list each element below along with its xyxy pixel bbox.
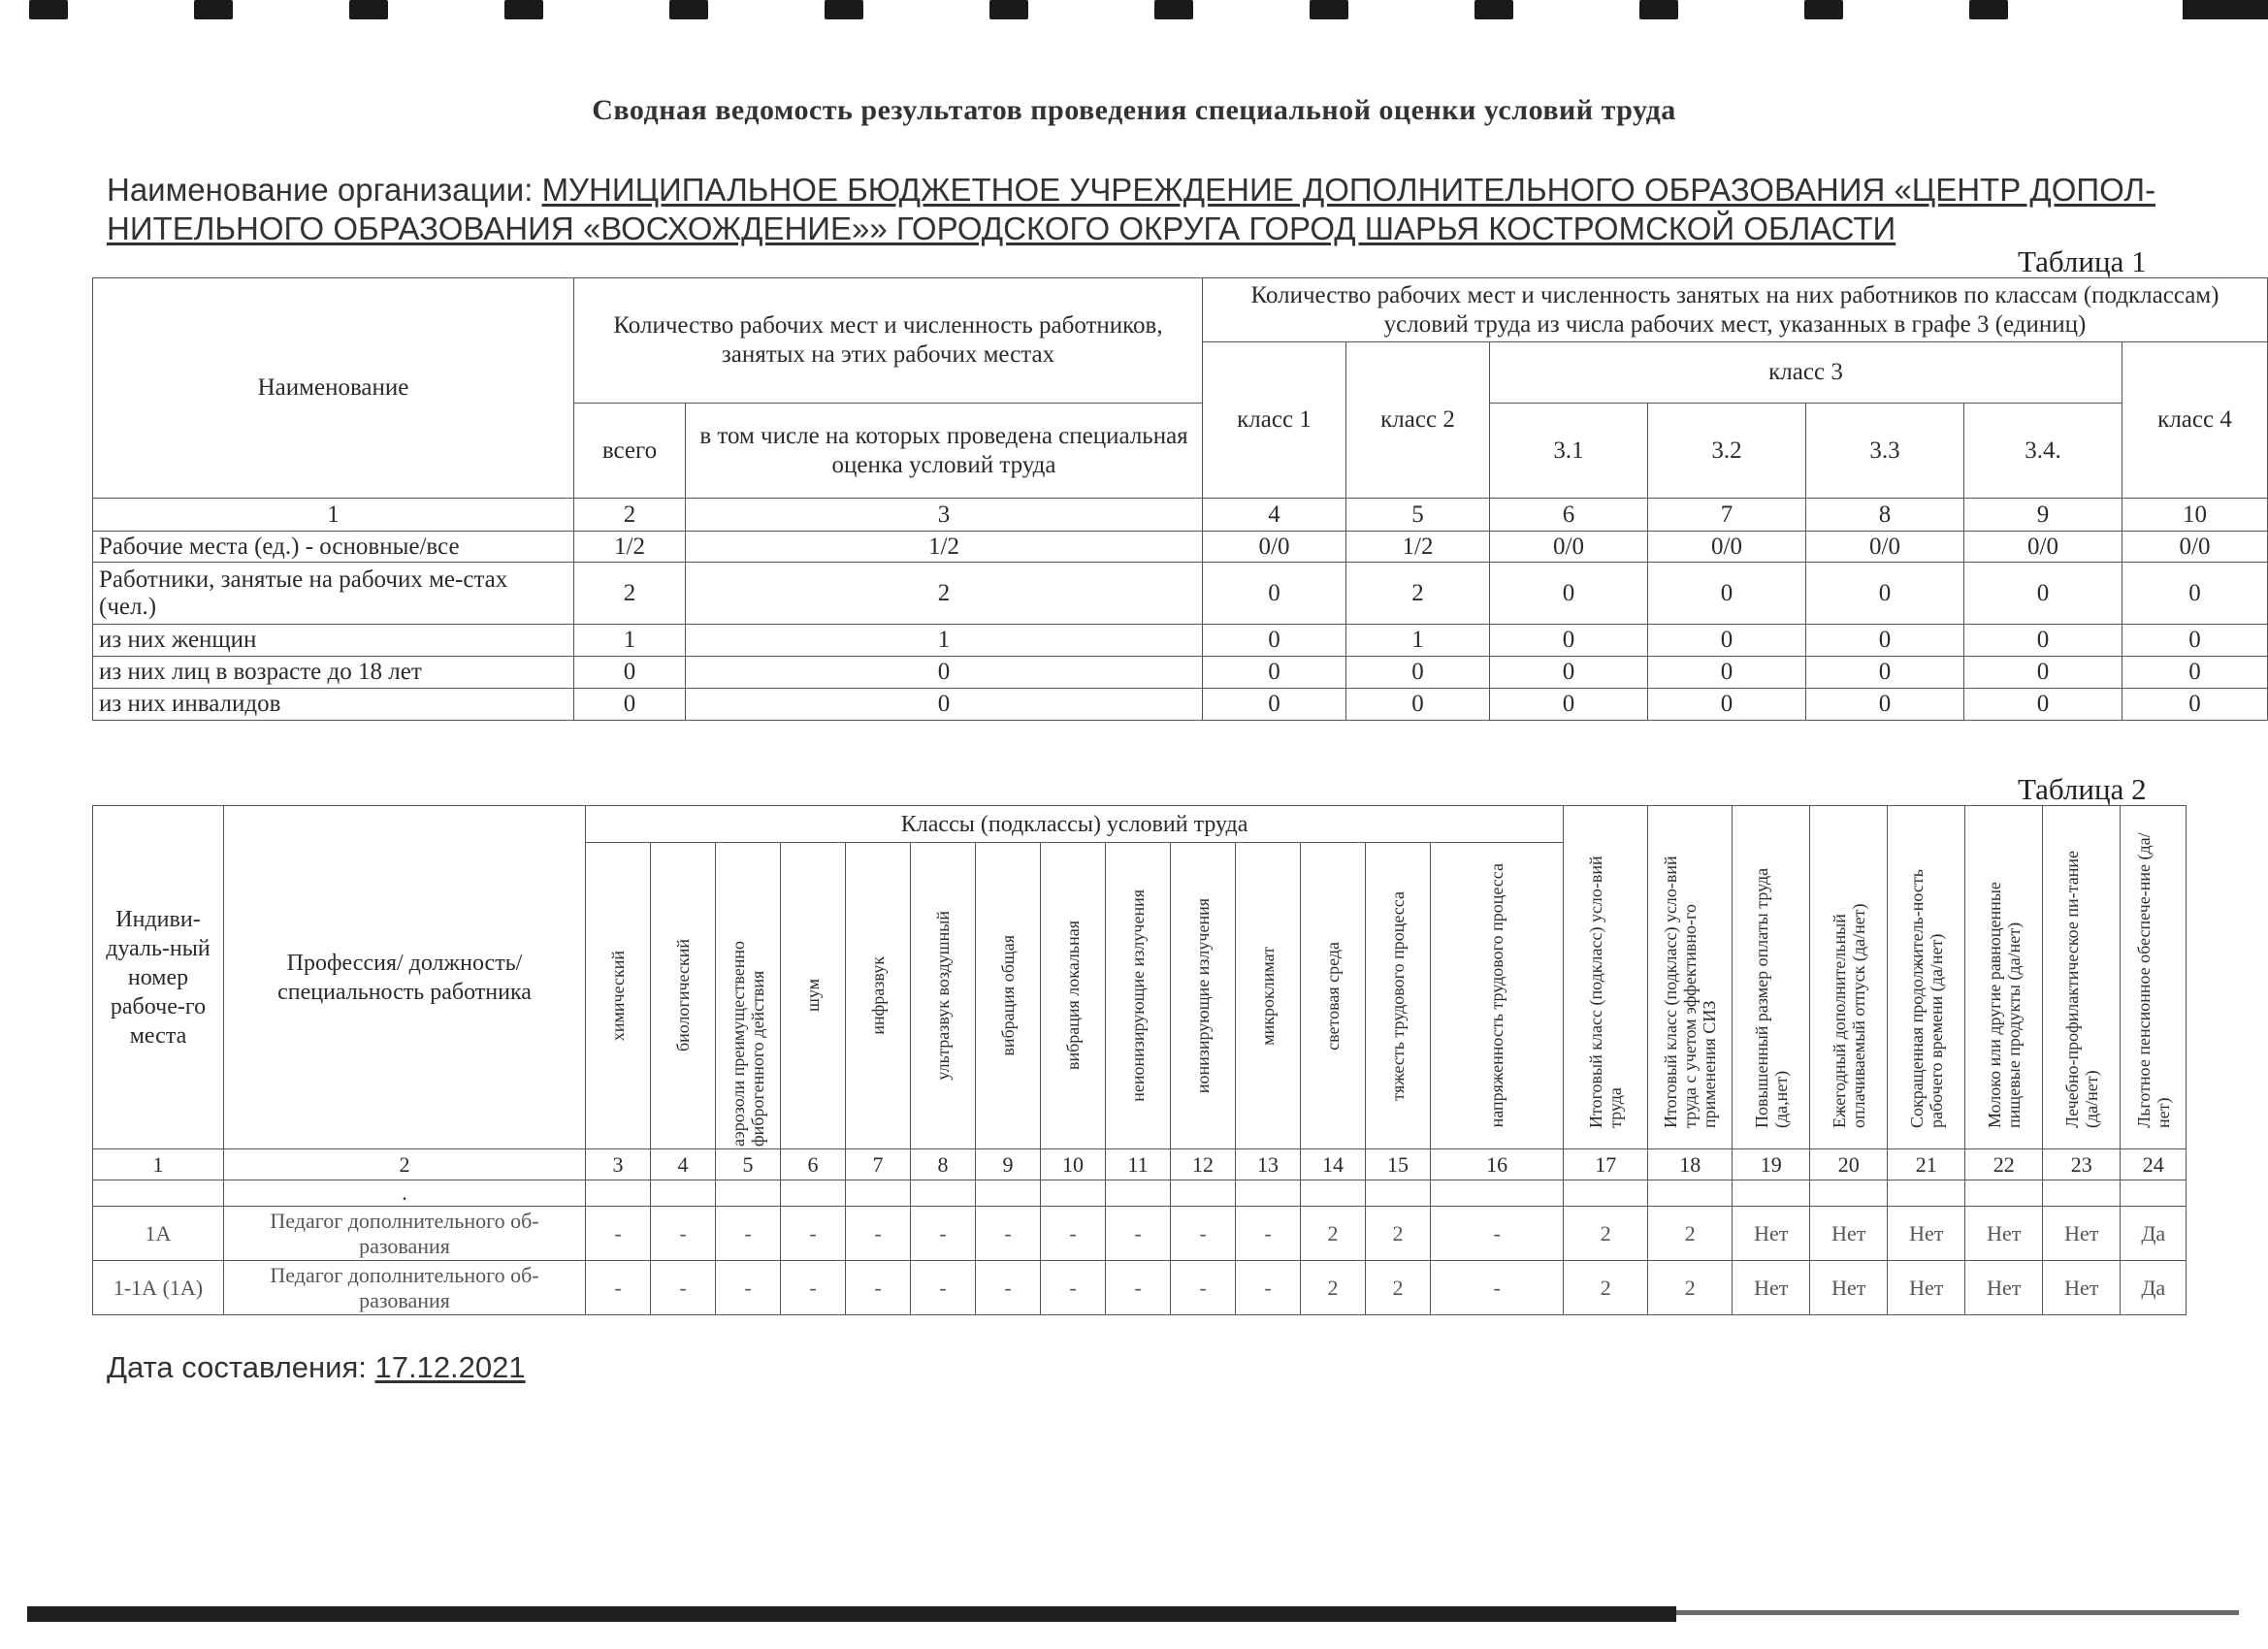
col-number: 9 xyxy=(1964,499,2122,532)
cell: - xyxy=(586,1207,651,1261)
cell: 0 xyxy=(1203,657,1346,689)
cell: 0 xyxy=(1964,563,2122,625)
cell: - xyxy=(716,1207,781,1261)
col-number: 2 xyxy=(574,499,686,532)
table2-header-extra: Молоко или другие равноценные пищевые продукты (да/нет) xyxy=(1965,806,2043,1149)
col-number: 18 xyxy=(1648,1149,1733,1180)
cell: 0/0 xyxy=(2122,532,2268,563)
table-row xyxy=(93,625,2268,657)
cell: 0 xyxy=(1490,563,1648,625)
factor-header: химический xyxy=(586,843,651,1149)
cell xyxy=(2043,1180,2121,1207)
cell: Нет xyxy=(1965,1261,2043,1315)
workplace-id: 1А xyxy=(93,1207,224,1261)
col-number: 12 xyxy=(1171,1149,1236,1180)
table1-header-3-1: 3.1 xyxy=(1490,404,1648,499)
cell: 1/2 xyxy=(574,532,686,563)
cell: 0 xyxy=(1964,689,2122,721)
cell xyxy=(846,1180,911,1207)
cell: 0/0 xyxy=(1203,532,1346,563)
cell xyxy=(1171,1180,1236,1207)
row-label: из них инвалидов xyxy=(93,689,574,721)
cell: - xyxy=(846,1261,911,1315)
cell: - xyxy=(781,1261,846,1315)
col-number: 22 xyxy=(1965,1149,2043,1180)
col-number: 3 xyxy=(686,499,1203,532)
factor-header: ионизирующие излучения xyxy=(1171,843,1236,1149)
cell: Нет xyxy=(1810,1207,1888,1261)
cell: - xyxy=(976,1261,1041,1315)
cell: 2 xyxy=(574,563,686,625)
cell: 0 xyxy=(1648,563,1806,625)
table2-header-extra: Лечебно-профилактическое пи-тание (да/нет) xyxy=(2043,806,2121,1149)
table2-caption: Таблица 2 xyxy=(2018,772,2147,806)
table-row xyxy=(93,1207,2187,1261)
col-number: 1 xyxy=(93,1149,224,1180)
table2-header-extra: Повышенный размер оплаты труда (да,нет) xyxy=(1733,806,1810,1149)
cell: 0 xyxy=(686,657,1203,689)
table1-header-total: всего xyxy=(574,404,686,499)
cell: 1 xyxy=(1346,625,1490,657)
cell: - xyxy=(586,1261,651,1315)
col-number: 17 xyxy=(1564,1149,1648,1180)
factor-header: световая среда xyxy=(1301,843,1366,1149)
cell: 0 xyxy=(1490,689,1648,721)
col-number: 5 xyxy=(1346,499,1490,532)
cell: 2 xyxy=(1301,1261,1366,1315)
col-number: 16 xyxy=(1431,1149,1564,1180)
cell: 0 xyxy=(2122,689,2268,721)
col-number: 3 xyxy=(586,1149,651,1180)
table2-header-classes: Классы (подклассы) условий труда xyxy=(586,806,1564,843)
table1-header-class2: класс 2 xyxy=(1346,342,1490,499)
table2-column-numbers xyxy=(93,1149,2187,1180)
cell: 2 xyxy=(686,563,1203,625)
binding-edge xyxy=(0,0,2268,27)
col-number: 9 xyxy=(976,1149,1041,1180)
cell: 2 xyxy=(1366,1207,1431,1261)
cell: - xyxy=(1041,1261,1106,1315)
factor-header: биологический xyxy=(651,843,716,1149)
table-row xyxy=(93,532,2268,563)
table1-header-class1: класс 1 xyxy=(1203,342,1346,499)
table2-header-extra: Итоговый класс (подкласс) усло-вий труда с учетом эффективно-го применения СИЗ xyxy=(1648,806,1733,1149)
cell: 0 xyxy=(1806,625,1964,657)
cell: 2 xyxy=(1648,1261,1733,1315)
cell: 0 xyxy=(2122,625,2268,657)
cell: - xyxy=(1106,1207,1171,1261)
cell xyxy=(2121,1180,2187,1207)
workplace-table xyxy=(92,805,2187,1315)
organization-label: Наименование организации: xyxy=(107,172,534,208)
col-number: 7 xyxy=(846,1149,911,1180)
cell: 2 xyxy=(1648,1207,1733,1261)
table1-header-3-2: 3.2 xyxy=(1648,404,1806,499)
cell: 0 xyxy=(1203,625,1346,657)
cell xyxy=(93,1180,224,1207)
factor-header: микроклимат xyxy=(1236,843,1301,1149)
cell: 0 xyxy=(1490,625,1648,657)
page-edge xyxy=(1676,1610,2239,1615)
cell xyxy=(1106,1180,1171,1207)
row-label: Работники, занятые на рабочих ме-стах (чел.) xyxy=(93,563,574,625)
cell: 2 xyxy=(1564,1261,1648,1315)
table1-header-class4: класс 4 xyxy=(2122,342,2268,499)
col-number: 8 xyxy=(1806,499,1964,532)
date-value: 17.12.2021 xyxy=(374,1350,526,1384)
cell: - xyxy=(1171,1261,1236,1315)
profession: Педагог дополнительного об-разования xyxy=(224,1207,586,1261)
cell: - xyxy=(1041,1207,1106,1261)
col-number: 19 xyxy=(1733,1149,1810,1180)
cell xyxy=(1301,1180,1366,1207)
table1-header-count: Количество рабочих мест и численность работников, занятых на этих рабочих местах xyxy=(574,278,1203,404)
cell: 0/0 xyxy=(1806,532,1964,563)
cell: 0 xyxy=(574,657,686,689)
cell: 0 xyxy=(574,689,686,721)
table1-header-name: Наименование xyxy=(93,278,574,499)
cell: 0 xyxy=(1964,625,2122,657)
cell xyxy=(911,1180,976,1207)
col-number: 10 xyxy=(2122,499,2268,532)
cell: 0 xyxy=(1648,625,1806,657)
table-row xyxy=(93,657,2268,689)
table2-header-profession: Профессия/ должность/ специальность работника xyxy=(224,806,586,1149)
table-row xyxy=(93,563,2268,625)
cell: 0 xyxy=(2122,563,2268,625)
cell: Нет xyxy=(1733,1261,1810,1315)
row-label: из них женщин xyxy=(93,625,574,657)
cell: 0 xyxy=(2122,657,2268,689)
cell: - xyxy=(716,1261,781,1315)
date-line xyxy=(107,1350,526,1385)
cell: 2 xyxy=(1564,1207,1648,1261)
cell xyxy=(1810,1180,1888,1207)
cell: Нет xyxy=(1810,1261,1888,1315)
cell xyxy=(1564,1180,1648,1207)
col-number: 6 xyxy=(781,1149,846,1180)
cell xyxy=(781,1180,846,1207)
blank-mark: . xyxy=(224,1180,586,1207)
organization-line xyxy=(107,171,2183,248)
cell: 2 xyxy=(1301,1207,1366,1261)
summary-table xyxy=(92,277,2268,721)
page-edge xyxy=(27,1606,1676,1622)
cell xyxy=(716,1180,781,1207)
cell xyxy=(1888,1180,1965,1207)
cell: - xyxy=(1171,1207,1236,1261)
cell: 0 xyxy=(1806,689,1964,721)
cell: 0 xyxy=(1346,689,1490,721)
col-number: 4 xyxy=(1203,499,1346,532)
col-number: 21 xyxy=(1888,1149,1965,1180)
col-number: 7 xyxy=(1648,499,1806,532)
factor-header: шум xyxy=(781,843,846,1149)
cell: - xyxy=(976,1207,1041,1261)
cell: 0 xyxy=(1806,563,1964,625)
cell: - xyxy=(846,1207,911,1261)
col-number: 11 xyxy=(1106,1149,1171,1180)
cell: 1/2 xyxy=(686,532,1203,563)
table1-header-classes: Количество рабочих мест и численность занятых на них работников по классам (подклассам) условий труда из числа рабочих мест, указанных в графе 3 (единиц) xyxy=(1203,278,2268,342)
col-number: 13 xyxy=(1236,1149,1301,1180)
cell: - xyxy=(651,1207,716,1261)
table2-header-extra: Итоговый класс (подкласс) усло-вий труда xyxy=(1564,806,1648,1149)
cell xyxy=(1236,1180,1301,1207)
col-number: 4 xyxy=(651,1149,716,1180)
cell: 2 xyxy=(1346,563,1490,625)
cell: Нет xyxy=(1733,1207,1810,1261)
cell: 1/2 xyxy=(1346,532,1490,563)
cell: Да xyxy=(2121,1261,2187,1315)
row-label: из них лиц в возрасте до 18 лет xyxy=(93,657,574,689)
cell: 0 xyxy=(1346,657,1490,689)
cell: - xyxy=(1236,1207,1301,1261)
cell: 1 xyxy=(574,625,686,657)
cell: Нет xyxy=(2043,1207,2121,1261)
col-number: 23 xyxy=(2043,1149,2121,1180)
cell xyxy=(651,1180,716,1207)
cell: 0/0 xyxy=(1490,532,1648,563)
table1-caption: Таблица 1 xyxy=(2018,244,2147,278)
organization-name: МУНИЦИПАЛЬНОЕ БЮДЖЕТНОЕ УЧРЕЖДЕНИЕ ДОПОЛНИТЕЛЬНОГО ОБРАЗОВАНИЯ «ЦЕНТР ДОПОЛ-НИТЕЛЬНОГО ОБРАЗОВАНИЯ «ВОСХОЖДЕНИЕ»» ГОРОДСКОГО ОКРУГА ГОРОД ШАРЬЯ КОСТРОМСКОЙ ОБЛАСТИ xyxy=(107,172,2156,246)
cell: Нет xyxy=(1965,1207,2043,1261)
table2-header-extra: Льготное пенсионное обеспече-ние (да/нет) xyxy=(2121,806,2187,1149)
factor-header: неионизирующие излучения xyxy=(1106,843,1171,1149)
document-title: Сводная ведомость результатов проведения специальной оценки условий труда xyxy=(592,94,1676,126)
cell: 0 xyxy=(1648,657,1806,689)
factor-header: напряженность трудового процесса xyxy=(1431,843,1564,1149)
factor-header: тяжесть трудового процесса xyxy=(1366,843,1431,1149)
cell: Нет xyxy=(1888,1261,1965,1315)
col-number: 20 xyxy=(1810,1149,1888,1180)
col-number: 2 xyxy=(224,1149,586,1180)
factor-header: вибрация общая xyxy=(976,843,1041,1149)
table-row xyxy=(93,689,2268,721)
cell xyxy=(976,1180,1041,1207)
cell: - xyxy=(1431,1207,1564,1261)
table1-column-numbers xyxy=(93,499,2268,532)
col-number: 8 xyxy=(911,1149,976,1180)
cell: 0 xyxy=(1203,563,1346,625)
cell xyxy=(1041,1180,1106,1207)
table2-header-id: Индиви-дуаль-ный номер рабоче-го места xyxy=(93,806,224,1149)
cell xyxy=(1965,1180,2043,1207)
cell: - xyxy=(911,1207,976,1261)
col-number: 6 xyxy=(1490,499,1648,532)
col-number: 1 xyxy=(93,499,574,532)
cell: 0 xyxy=(1964,657,2122,689)
cell: 0 xyxy=(686,689,1203,721)
cell: - xyxy=(1431,1261,1564,1315)
col-number: 10 xyxy=(1041,1149,1106,1180)
row-label: Рабочие места (ед.) - основные/все xyxy=(93,532,574,563)
table1-header-3-4: 3.4. xyxy=(1964,404,2122,499)
table1-header-3-3: 3.3 xyxy=(1806,404,1964,499)
cell: Да xyxy=(2121,1207,2187,1261)
cell: 0 xyxy=(1203,689,1346,721)
cell xyxy=(1733,1180,1810,1207)
cell xyxy=(1366,1180,1431,1207)
cell: - xyxy=(651,1261,716,1315)
col-number: 14 xyxy=(1301,1149,1366,1180)
factor-header: аэрозоли преимущественно фиброгенного действия xyxy=(716,843,781,1149)
factor-header: инфразвук xyxy=(846,843,911,1149)
table-row xyxy=(93,1261,2187,1315)
cell: 0/0 xyxy=(1964,532,2122,563)
factor-header: ультразвук воздушный xyxy=(911,843,976,1149)
cell xyxy=(1648,1180,1733,1207)
cell: 2 xyxy=(1366,1261,1431,1315)
cell: - xyxy=(781,1207,846,1261)
col-number: 24 xyxy=(2121,1149,2187,1180)
cell xyxy=(586,1180,651,1207)
cell: - xyxy=(1236,1261,1301,1315)
table1-header-class3: класс 3 xyxy=(1490,342,2122,404)
cell: - xyxy=(911,1261,976,1315)
col-number: 15 xyxy=(1366,1149,1431,1180)
cell: 1 xyxy=(686,625,1203,657)
cell xyxy=(1431,1180,1564,1207)
cell: Нет xyxy=(1888,1207,1965,1261)
workplace-id: 1-1А (1А) xyxy=(93,1261,224,1315)
cell: 0 xyxy=(1490,657,1648,689)
cell: Нет xyxy=(2043,1261,2121,1315)
table-row-blank xyxy=(93,1180,2187,1207)
cell: 0 xyxy=(1648,689,1806,721)
table2-header-extra: Сокращенная продолжитель-ность рабочего времени (да/нет) xyxy=(1888,806,1965,1149)
table2-header-extra: Ежегодный дополнительный оплачиваемый отпуск (да/нет) xyxy=(1810,806,1888,1149)
cell: - xyxy=(1106,1261,1171,1315)
cell: 0 xyxy=(1806,657,1964,689)
factor-header: вибрация локальная xyxy=(1041,843,1106,1149)
date-label: Дата составления: xyxy=(107,1350,367,1384)
table1-header-assessed: в том числе на которых проведена специальная оценка условий труда xyxy=(686,404,1203,499)
col-number: 5 xyxy=(716,1149,781,1180)
profession: Педагог дополнительного об-разования xyxy=(224,1261,586,1315)
cell: 0/0 xyxy=(1648,532,1806,563)
